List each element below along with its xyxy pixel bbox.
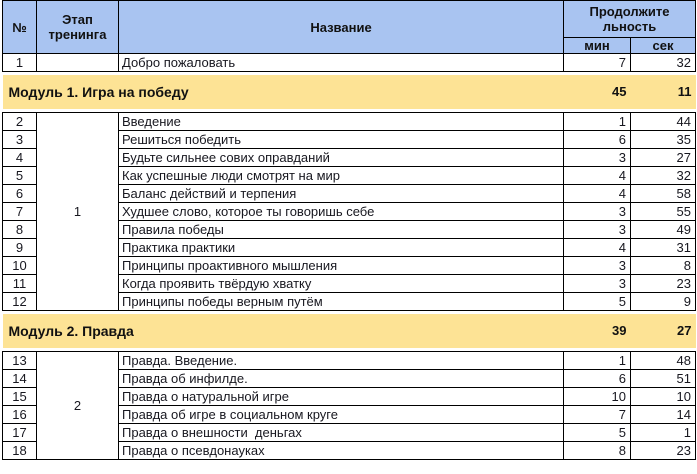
row-number-cell[interactable]: 10 <box>3 257 37 275</box>
training-program-table <box>2 0 696 460</box>
duration-label-line2: льность <box>602 19 657 34</box>
module-title-cell[interactable]: Модуль 2. Правда <box>3 314 564 348</box>
lesson-name-cell[interactable]: Правда об инфилде. <box>119 370 564 388</box>
table-row <box>3 352 696 370</box>
seconds-cell[interactable]: 31 <box>631 239 696 257</box>
col-header-name[interactable]: Название <box>119 1 564 54</box>
minutes-cell[interactable]: 5 <box>564 293 631 311</box>
row-number-cell[interactable]: 11 <box>3 275 37 293</box>
lesson-name-cell[interactable]: Как успешные люди смотрят на мир <box>119 167 564 185</box>
row-number-cell[interactable]: 17 <box>3 424 37 442</box>
seconds-cell[interactable]: 23 <box>631 275 696 293</box>
minutes-cell[interactable]: 6 <box>564 131 631 149</box>
table-row <box>3 54 696 72</box>
lesson-name-cell[interactable]: Добро пожаловать <box>119 54 564 72</box>
table-header <box>3 1 696 54</box>
minutes-cell[interactable]: 1 <box>564 352 631 370</box>
lesson-name-cell[interactable]: Правда об игре в социальном круге <box>119 406 564 424</box>
lesson-name-cell[interactable]: Правила победы <box>119 221 564 239</box>
seconds-cell[interactable]: 23 <box>631 442 696 460</box>
row-number-cell[interactable]: 12 <box>3 293 37 311</box>
stage-cell[interactable]: 1 <box>37 113 119 311</box>
seconds-cell[interactable]: 9 <box>631 293 696 311</box>
row-number-cell[interactable]: 3 <box>3 131 37 149</box>
lesson-name-cell[interactable]: Правда о внешности деньгах <box>119 424 564 442</box>
minutes-cell[interactable]: 5 <box>564 424 631 442</box>
minutes-cell[interactable]: 3 <box>564 221 631 239</box>
minutes-cell[interactable]: 7 <box>564 54 631 72</box>
lesson-name-cell[interactable]: Баланс действий и терпения <box>119 185 564 203</box>
table-row <box>3 113 696 131</box>
row-number-cell[interactable]: 13 <box>3 352 37 370</box>
minutes-cell[interactable]: 4 <box>564 239 631 257</box>
col-header-duration[interactable] <box>564 1 696 38</box>
lesson-name-cell[interactable]: Принципы победы верным путём <box>119 293 564 311</box>
module-title-cell[interactable]: Модуль 1. Игра на победу <box>3 75 564 109</box>
minutes-cell[interactable]: 4 <box>564 167 631 185</box>
lesson-name-cell[interactable]: Когда проявить твёрдую хватку <box>119 275 564 293</box>
seconds-cell[interactable]: 55 <box>631 203 696 221</box>
lesson-name-cell[interactable]: Принципы проактивного мышления <box>119 257 564 275</box>
lesson-name-cell[interactable]: Введение <box>119 113 564 131</box>
duration-label-line1: Продолжите <box>589 3 670 19</box>
module-seconds-cell[interactable]: 11 <box>631 75 696 109</box>
minutes-cell[interactable]: 8 <box>564 442 631 460</box>
row-number-cell[interactable]: 4 <box>3 149 37 167</box>
row-number-cell[interactable]: 1 <box>3 54 37 72</box>
module-minutes-cell[interactable]: 39 <box>564 314 631 348</box>
seconds-cell[interactable]: 1 <box>631 424 696 442</box>
stage-cell[interactable]: 2 <box>37 352 119 460</box>
row-number-cell[interactable]: 2 <box>3 113 37 131</box>
row-number-cell[interactable]: 18 <box>3 442 37 460</box>
minutes-cell[interactable]: 6 <box>564 370 631 388</box>
minutes-cell[interactable]: 3 <box>564 257 631 275</box>
lesson-name-cell[interactable]: Решиться победить <box>119 131 564 149</box>
table-body <box>3 54 696 460</box>
stage-cell[interactable] <box>37 54 119 72</box>
col-header-seconds[interactable]: сек <box>631 38 696 54</box>
minutes-cell[interactable]: 3 <box>564 149 631 167</box>
seconds-cell[interactable]: 48 <box>631 352 696 370</box>
seconds-cell[interactable]: 44 <box>631 113 696 131</box>
lesson-name-cell[interactable]: Правда. Введение. <box>119 352 564 370</box>
lesson-name-cell[interactable]: Практика практики <box>119 239 564 257</box>
seconds-cell[interactable]: 10 <box>631 388 696 406</box>
seconds-cell[interactable]: 35 <box>631 131 696 149</box>
row-number-cell[interactable]: 5 <box>3 167 37 185</box>
minutes-cell[interactable]: 3 <box>564 275 631 293</box>
row-number-cell[interactable]: 8 <box>3 221 37 239</box>
seconds-cell[interactable]: 8 <box>631 257 696 275</box>
seconds-cell[interactable]: 14 <box>631 406 696 424</box>
module-seconds-cell[interactable]: 27 <box>631 314 696 348</box>
seconds-cell[interactable]: 49 <box>631 221 696 239</box>
module-header-row <box>3 75 696 109</box>
minutes-cell[interactable]: 3 <box>564 203 631 221</box>
module-minutes-cell[interactable]: 45 <box>564 75 631 109</box>
lesson-name-cell[interactable]: Правда о псевдонауках <box>119 442 564 460</box>
col-header-stage[interactable]: Этап тренинга <box>37 1 119 54</box>
row-number-cell[interactable]: 9 <box>3 239 37 257</box>
minutes-cell[interactable]: 4 <box>564 185 631 203</box>
row-number-cell[interactable]: 15 <box>3 388 37 406</box>
seconds-cell[interactable]: 27 <box>631 149 696 167</box>
row-number-cell[interactable]: 7 <box>3 203 37 221</box>
row-number-cell[interactable]: 6 <box>3 185 37 203</box>
minutes-cell[interactable]: 7 <box>564 406 631 424</box>
col-header-number[interactable]: № <box>3 1 37 54</box>
seconds-cell[interactable]: 58 <box>631 185 696 203</box>
row-number-cell[interactable]: 14 <box>3 370 37 388</box>
lesson-name-cell[interactable]: Правда о натуральной игре <box>119 388 564 406</box>
row-number-cell[interactable]: 16 <box>3 406 37 424</box>
lesson-name-cell[interactable]: Будьте сильнее сових оправданий <box>119 149 564 167</box>
seconds-cell[interactable]: 51 <box>631 370 696 388</box>
lesson-name-cell[interactable]: Худшее слово, которое ты говоришь себе <box>119 203 564 221</box>
seconds-cell[interactable]: 32 <box>631 167 696 185</box>
seconds-cell[interactable]: 32 <box>631 54 696 72</box>
minutes-cell[interactable]: 1 <box>564 113 631 131</box>
col-header-minutes[interactable]: мин <box>564 38 631 54</box>
module-header-row <box>3 314 696 348</box>
minutes-cell[interactable]: 10 <box>564 388 631 406</box>
